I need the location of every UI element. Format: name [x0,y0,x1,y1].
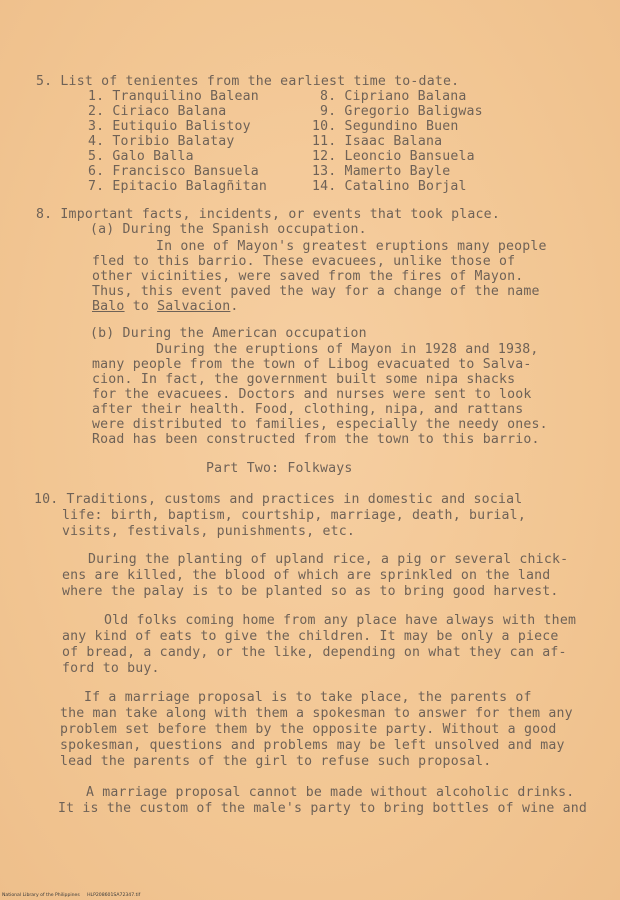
paragraph-line: any kind of eats to give the children. It may be only a piece [62,629,559,644]
section8b-line: were distributed to families, especially the needy ones. [92,417,548,432]
paragraph-line: the man take along with them a spokesman to answer for them any [60,706,573,721]
teniente-item: 6. Francisco Bansuela [88,164,259,179]
paragraph-line: problem set before them by the opposite party. Without a good [60,722,557,737]
teniente-item: 5. Galo Balla [88,149,194,164]
section5-heading: 5. List of tenientes from the earliest time to-date. [36,74,460,89]
period-text: . [230,299,239,314]
teniente-item: 7. Epitacio Balagñitan [88,179,268,194]
section8b-line: many people from the town of Libog evacuated to Salva- [92,357,532,372]
paragraph-line: A marriage proposal cannot be made without alcoholic drinks. [86,785,575,800]
section8b-line: after their health. Food, clothing, nipa, and rattans [92,402,524,417]
old-name: Balo [92,299,125,314]
teniente-item: 13. Mamerto Bayle [312,164,451,179]
section8-heading: 8. Important facts, incidents, or events that took place. [36,207,500,222]
teniente-item: 12. Leoncio Bansuela [312,149,475,164]
section8b-line: During the eruptions of Mayon in 1928 and 1938, [156,342,539,357]
section8b-line: for the evacuees. Doctors and nurses were sent to look [92,387,532,402]
paragraph-line: of bread, a candy, or the like, depending on what they can af- [62,645,567,660]
teniente-item: 10. Segundino Buen [312,119,459,134]
section10-heading: 10. Traditions, customs and practices in domestic and social [34,492,523,507]
archive-footer: National Library of the Philippines HLP208601SA72347.tif [2,893,141,898]
teniente-item: 4. Toribio Balatay [88,134,235,149]
section8a-line-last [92,299,239,314]
paragraph-line: lead the parents of the girl to refuse such proposal. [60,754,492,769]
section8a-line: Thus, this event paved the way for a change of the name [92,284,540,299]
section8a-line: In one of Mayon's greatest eruptions many people [156,239,547,254]
paragraph-line: where the palay is to be planted so as to bring good harvest. [62,584,559,599]
section8b-line: cion. In fact, the government built some nipa shacks [92,372,516,387]
teniente-item: 2. Ciriaco Balana [88,104,227,119]
teniente-item: 1. Tranquilino Balean [88,89,259,104]
paragraph-line: Old folks coming home from any place have always with them [104,613,577,628]
connector-text: to [124,299,158,314]
paragraph-line: If a marriage proposal is to take place, the parents of [84,690,532,705]
teniente-item: 3. Eutiquio Balistoy [88,119,251,134]
section8a-heading: (a) During the Spanish occupation. [90,222,367,237]
section8b-heading: (b) During the American occupation [90,326,367,341]
new-name: Salvacion [157,299,231,314]
section10-heading: life: birth, baptism, courtship, marriage, death, burial, [62,508,526,523]
teniente-item: 8. Cipriano Balana [320,89,467,104]
teniente-item: 14. Catalino Borjal [312,179,467,194]
section10-heading: visits, festivals, punishments, etc. [62,524,356,539]
section8a-line: fled to this barrio. These evacuees, unlike those of [92,254,516,269]
section8a-line: other vicinities, were saved from the fires of Mayon. [92,269,524,284]
paragraph-line: spokesman, questions and problems may be left unsolved and may [60,738,565,753]
paragraph-line: ens are killed, the blood of which are sprinkled on the land [62,568,551,583]
paragraph-line: ford to buy. [62,661,160,676]
teniente-item: 11. Isaac Balana [312,134,443,149]
part-two-heading: Part Two: Folkways [206,461,353,476]
paragraph-line: It is the custom of the male's party to bring bottles of wine and [58,801,588,816]
paragraph-line: During the planting of upland rice, a pig or several chick- [88,552,569,567]
teniente-item: 9. Gregorio Baligwas [320,104,483,119]
section8b-line: Road has been constructed from the town to this barrio. [92,432,540,447]
